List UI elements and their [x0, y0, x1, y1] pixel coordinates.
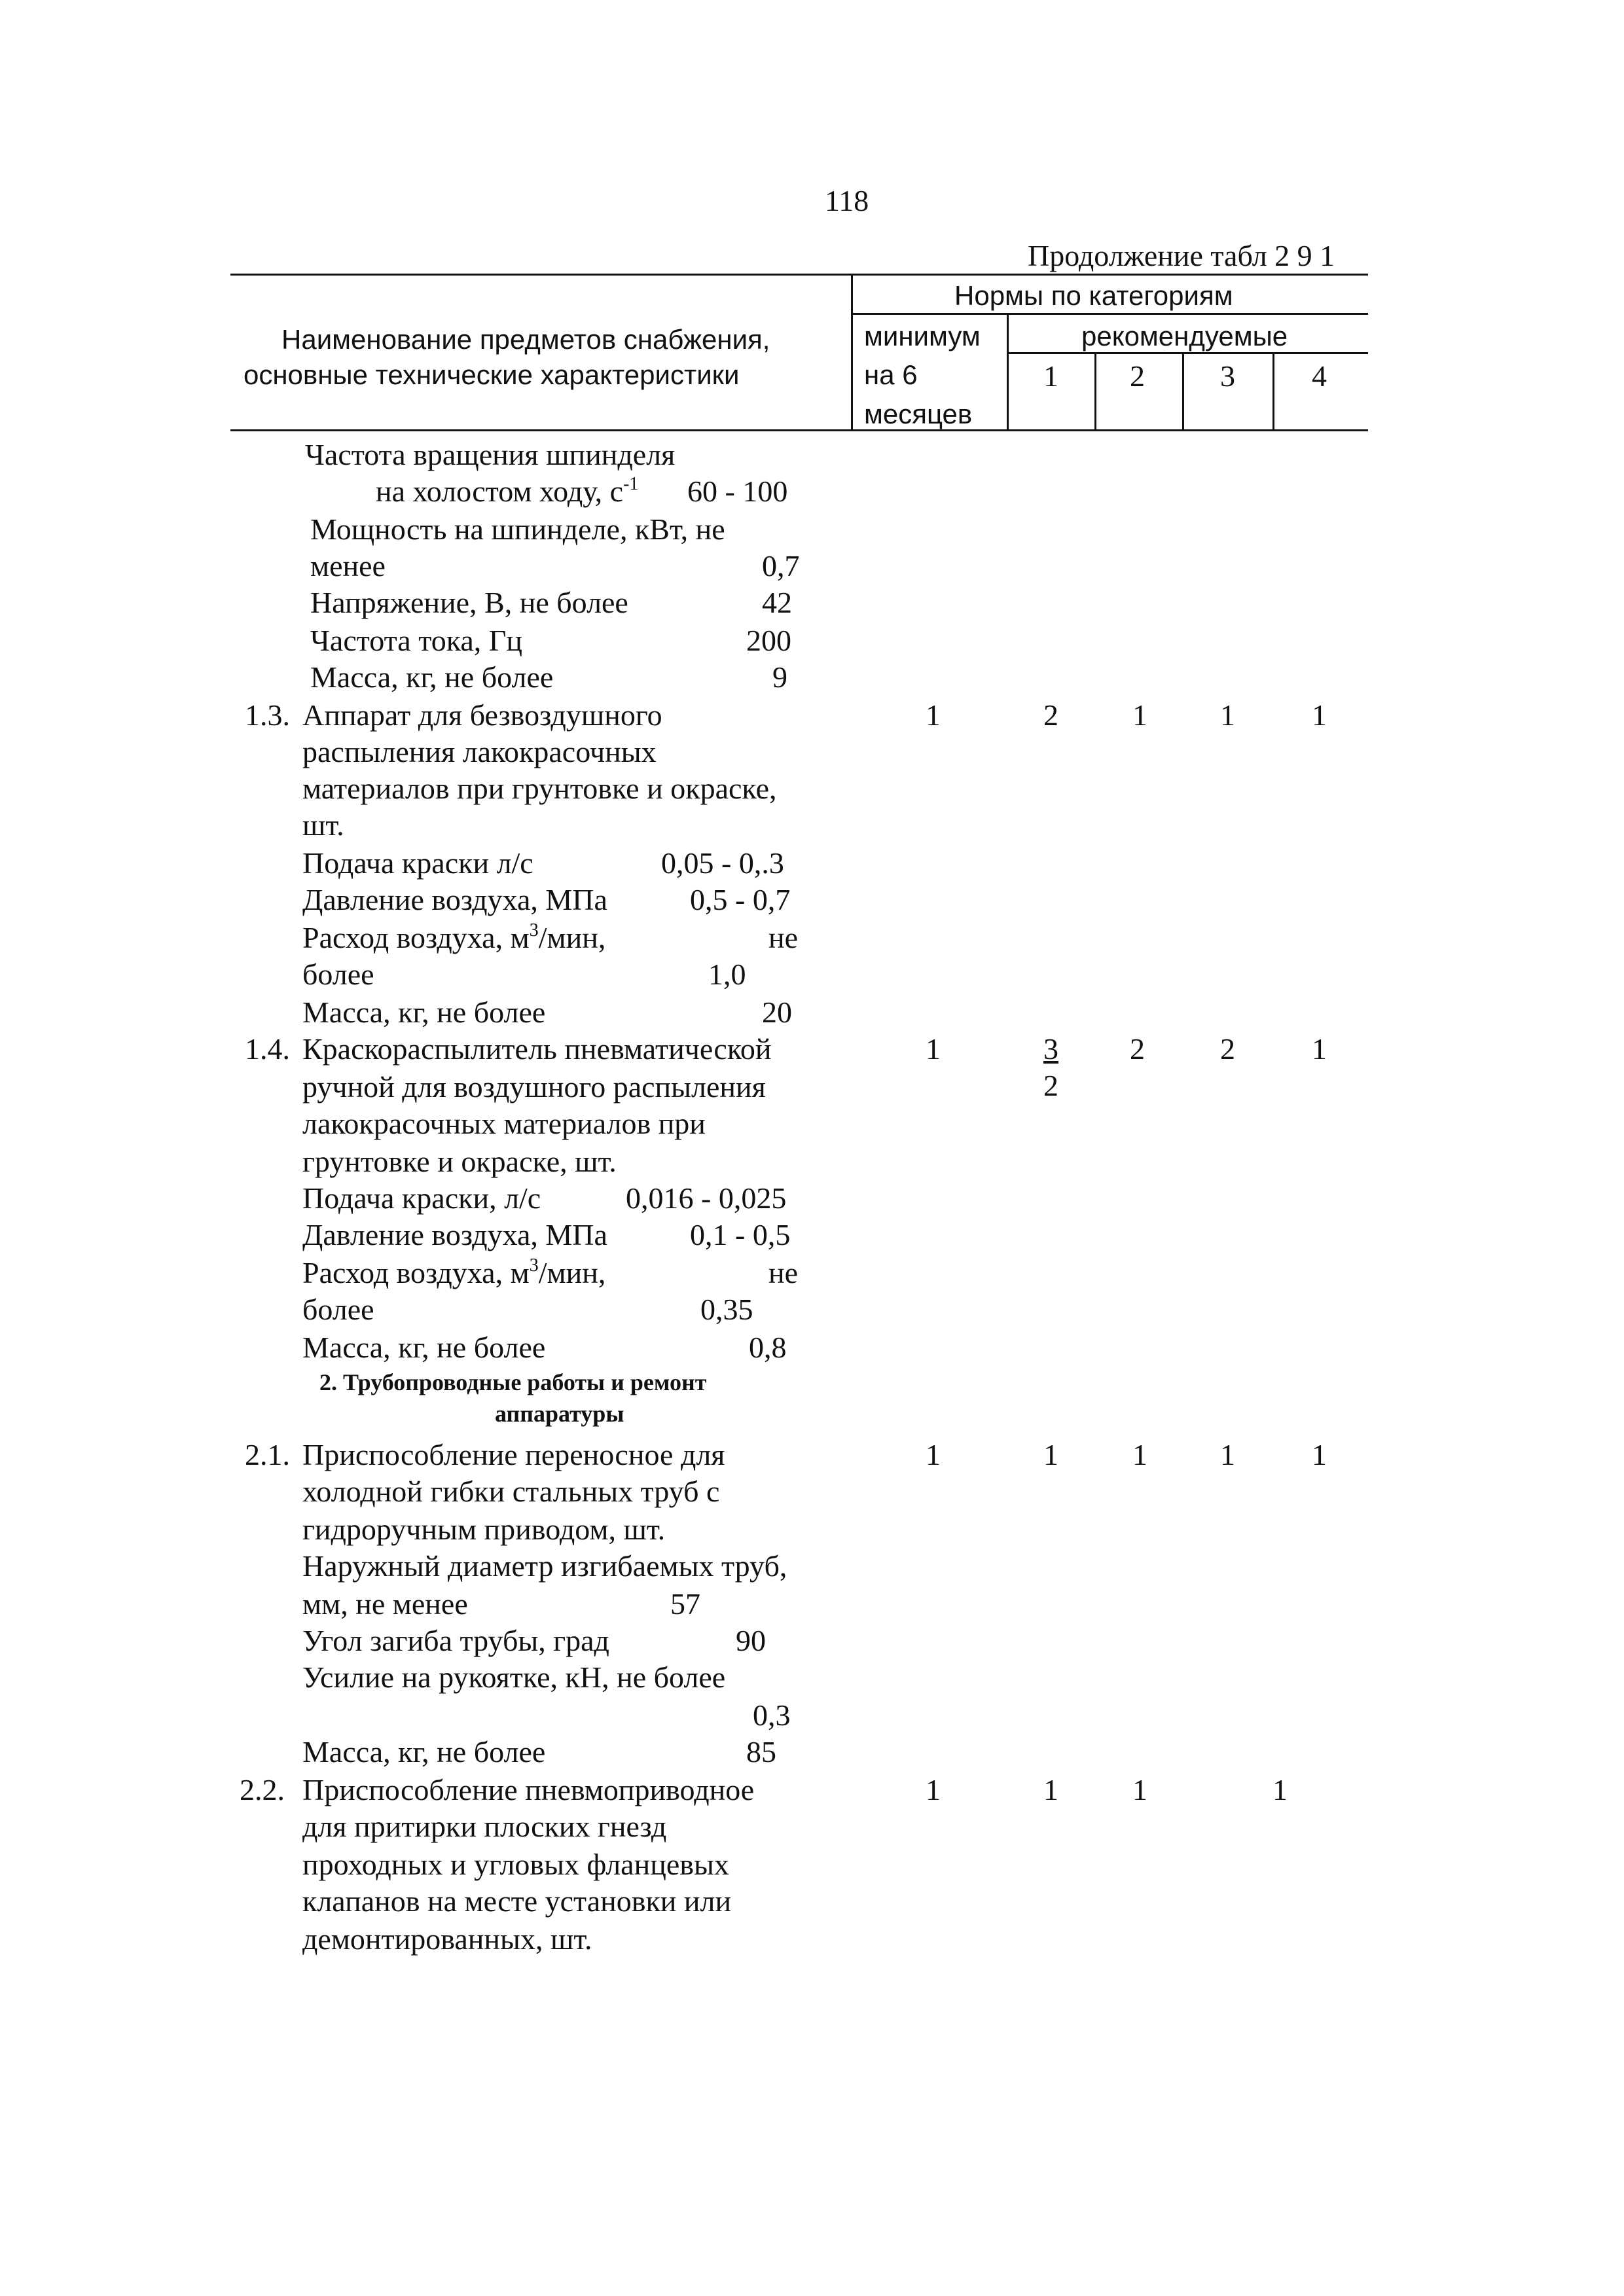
item-1-3-paint-feed-value: 0,05 - 0,.3 — [661, 846, 784, 880]
item-1-4-min-qty: 1 — [926, 1032, 941, 1066]
item-1-4-cat1-qty-denominator: 2 — [1043, 1069, 1058, 1102]
item-1-3-cat1-qty: 2 — [1043, 698, 1058, 732]
header-divider-cat34 — [1272, 352, 1274, 431]
item-1-3-title-line2: распыления лакокрасочных — [302, 735, 657, 768]
spec-mass-label: Масса, кг, не более — [310, 660, 554, 694]
item-1-4-mass-label: Масса, кг, не более — [302, 1331, 546, 1364]
item-2-1-min-qty: 1 — [926, 1438, 941, 1471]
norms-underline — [851, 313, 1368, 315]
item-2-1-handle-force-value: 0,3 — [753, 1698, 791, 1732]
header-name-column-line1: Наименование предметов снабжения, — [281, 324, 770, 355]
item-1-3-air-pressure-label: Давление воздуха, МПа — [302, 883, 607, 916]
page-number: 118 — [825, 184, 869, 217]
item-2-1-pipe-diameter-label-cont: мм, не менее — [302, 1587, 468, 1621]
item-1-3-number: 1.3. — [245, 698, 290, 732]
header-norms-by-category: Нормы по категориям — [954, 280, 1233, 311]
header-minimum-line2: на 6 — [864, 359, 918, 390]
item-1-4-number: 1.4. — [245, 1032, 290, 1066]
item-1-3-mass-label: Масса, кг, не более — [302, 996, 546, 1029]
header-divider-min — [1007, 313, 1009, 431]
item-2-2-cat2-qty: 1 — [1132, 1773, 1147, 1806]
header-minimum-line3: месяцев — [864, 399, 973, 429]
item-1-3-min-qty: 1 — [926, 698, 941, 732]
item-2-1-title-line3: гидроручным приводом, шт. — [302, 1513, 666, 1546]
item-2-1-bend-angle-label: Угол загиба трубы, град — [302, 1624, 609, 1657]
item-1-4-air-flow-value: 0,35 — [700, 1293, 753, 1326]
item-2-2-title-line3: проходных и угловых фланцевых — [302, 1848, 729, 1881]
item-2-2-number: 2.2. — [240, 1773, 285, 1806]
item-1-4-cat2-qty: 2 — [1130, 1032, 1145, 1066]
item-2-1-handle-force-label: Усилие на рукоятке, кН, не более — [302, 1660, 726, 1694]
item-1-3-air-flow-line — [302, 920, 606, 954]
header-name-column-line2: основные технические характеристики — [244, 359, 740, 390]
spec-spindle-speed-label: Частота вращения шпинделя — [305, 438, 676, 471]
spec-spindle-power-label: Мощность на шпинделе, кВт, не — [310, 512, 725, 546]
item-1-4-title-line2: ручной для воздушного распыления — [302, 1070, 766, 1103]
item-2-2-cat4-qty: 1 — [1272, 1773, 1288, 1806]
item-1-4-air-flow-unit: /мин, — [538, 1256, 606, 1289]
header-divider-name — [851, 274, 853, 431]
item-2-2-title-line1: Приспособление пневмоприводное — [302, 1773, 755, 1806]
spec-frequency-label: Частота тока, Гц — [310, 624, 522, 657]
item-1-4-cat4-qty: 1 — [1312, 1032, 1327, 1066]
table-header-bottom-rule — [230, 429, 1368, 431]
item-2-2-title-line5: демонтированных, шт. — [302, 1922, 592, 1956]
item-2-1-title-line2: холодной гибки стальных труб с — [302, 1475, 720, 1508]
item-2-2-title-line2: для притирки плоских гнезд — [302, 1810, 667, 1843]
header-category-1: 1 — [1043, 359, 1058, 393]
item-1-4-title-line3: лакокрасочных материалов при — [302, 1107, 706, 1140]
spec-idle-speed-value: 60 - 100 — [687, 475, 788, 508]
item-1-3-air-flow-not: не — [768, 921, 799, 954]
item-1-3-air-flow-value: 1,0 — [708, 958, 746, 991]
item-2-1-number: 2.1. — [245, 1438, 290, 1471]
spec-voltage-value: 42 — [762, 586, 792, 619]
spec-voltage-label: Напряжение, В, не более — [310, 586, 628, 619]
header-minimum-line1: минимум — [864, 321, 981, 351]
item-1-4-air-flow-exponent: 3 — [529, 1255, 539, 1276]
spec-mass-value: 9 — [772, 660, 787, 694]
item-1-4-air-flow-not: не — [768, 1256, 799, 1289]
item-1-3-cat2-qty: 1 — [1132, 698, 1147, 732]
item-1-4-mass-value: 0,8 — [749, 1331, 787, 1364]
item-1-3-air-flow-exponent: 3 — [529, 920, 539, 941]
item-1-3-title-line1: Аппарат для безвоздушного — [302, 698, 662, 732]
item-1-4-paint-feed-label: Подача краски, л/с — [302, 1181, 541, 1215]
item-1-4-title-line4: грунтовке и окраске, шт. — [302, 1145, 617, 1178]
item-2-2-cat1-qty: 1 — [1043, 1773, 1058, 1806]
item-1-4-air-pressure-value: 0,1 - 0,5 — [690, 1218, 791, 1251]
item-1-3-title-line3: материалов при грунтовке и окраске, — [302, 772, 777, 805]
spec-spindle-power-value: 0,7 — [762, 549, 800, 583]
item-1-3-paint-feed-label: Подача краски л/с — [302, 846, 533, 880]
item-2-1-cat1-qty: 1 — [1043, 1438, 1058, 1471]
item-1-4-cat1-qty-numerator: 3 — [1043, 1032, 1058, 1066]
spec-idle-speed-label: на холостом ходу, с — [376, 475, 624, 508]
spec-spindle-power-label-cont: менее — [310, 549, 386, 583]
item-1-3-cat3-qty: 1 — [1220, 698, 1235, 732]
header-divider-cat23 — [1182, 352, 1184, 431]
spec-idle-speed-unit-exponent: -1 — [623, 474, 639, 494]
item-1-3-air-pressure-value: 0,5 - 0,7 — [690, 883, 791, 916]
section-2-heading-line2: аппаратуры — [495, 1401, 624, 1427]
item-2-1-mass-label: Масса, кг, не более — [302, 1735, 546, 1768]
item-1-3-air-flow-more: более — [302, 958, 374, 991]
recommended-underline — [1007, 352, 1368, 354]
item-2-1-cat3-qty: 1 — [1220, 1438, 1235, 1471]
item-2-1-title-line1: Приспособление переносное для — [302, 1438, 725, 1471]
item-2-1-bend-angle-value: 90 — [736, 1624, 766, 1657]
item-1-4-title-line1: Краскораспылитель пневматической — [302, 1032, 772, 1066]
item-1-3-mass-value: 20 — [762, 996, 792, 1029]
item-2-1-pipe-diameter-label: Наружный диаметр изгибаемых труб, — [302, 1549, 787, 1583]
item-1-3-air-flow-label: Расход воздуха, м — [302, 921, 530, 954]
header-recommended: рекомендуемые — [1081, 321, 1288, 351]
header-divider-cat12 — [1094, 352, 1096, 431]
item-1-4-air-flow-more: более — [302, 1293, 374, 1326]
item-1-4-air-flow-label: Расход воздуха, м — [302, 1256, 530, 1289]
header-category-3: 3 — [1220, 359, 1235, 393]
item-1-3-title-line4: шт. — [302, 808, 344, 842]
item-1-3-cat4-qty: 1 — [1312, 698, 1327, 732]
item-2-2-title-line4: клапанов на месте установки или — [302, 1884, 732, 1918]
item-2-1-pipe-diameter-value: 57 — [670, 1587, 700, 1621]
item-2-1-mass-value: 85 — [746, 1735, 776, 1768]
header-category-4: 4 — [1312, 359, 1327, 393]
spec-idle-speed-line — [376, 476, 638, 507]
table-top-rule — [230, 274, 1368, 276]
spec-frequency-value: 200 — [746, 624, 791, 657]
section-2-heading-line1: 2. Трубопроводные работы и ремонт — [319, 1369, 707, 1395]
table-continuation-caption: Продолжение табл 2 9 1 — [1028, 239, 1335, 272]
item-1-4-paint-feed-value: 0,016 - 0,025 — [626, 1181, 787, 1215]
item-1-3-air-flow-unit: /мин, — [538, 921, 606, 954]
item-2-1-cat2-qty: 1 — [1132, 1438, 1147, 1471]
item-2-2-min-qty: 1 — [926, 1773, 941, 1806]
item-1-4-cat3-qty: 2 — [1220, 1032, 1235, 1066]
item-1-4-air-flow-line — [302, 1255, 606, 1289]
item-2-1-cat4-qty: 1 — [1312, 1438, 1327, 1471]
header-category-2: 2 — [1130, 359, 1145, 393]
item-1-4-air-pressure-label: Давление воздуха, МПа — [302, 1218, 607, 1251]
